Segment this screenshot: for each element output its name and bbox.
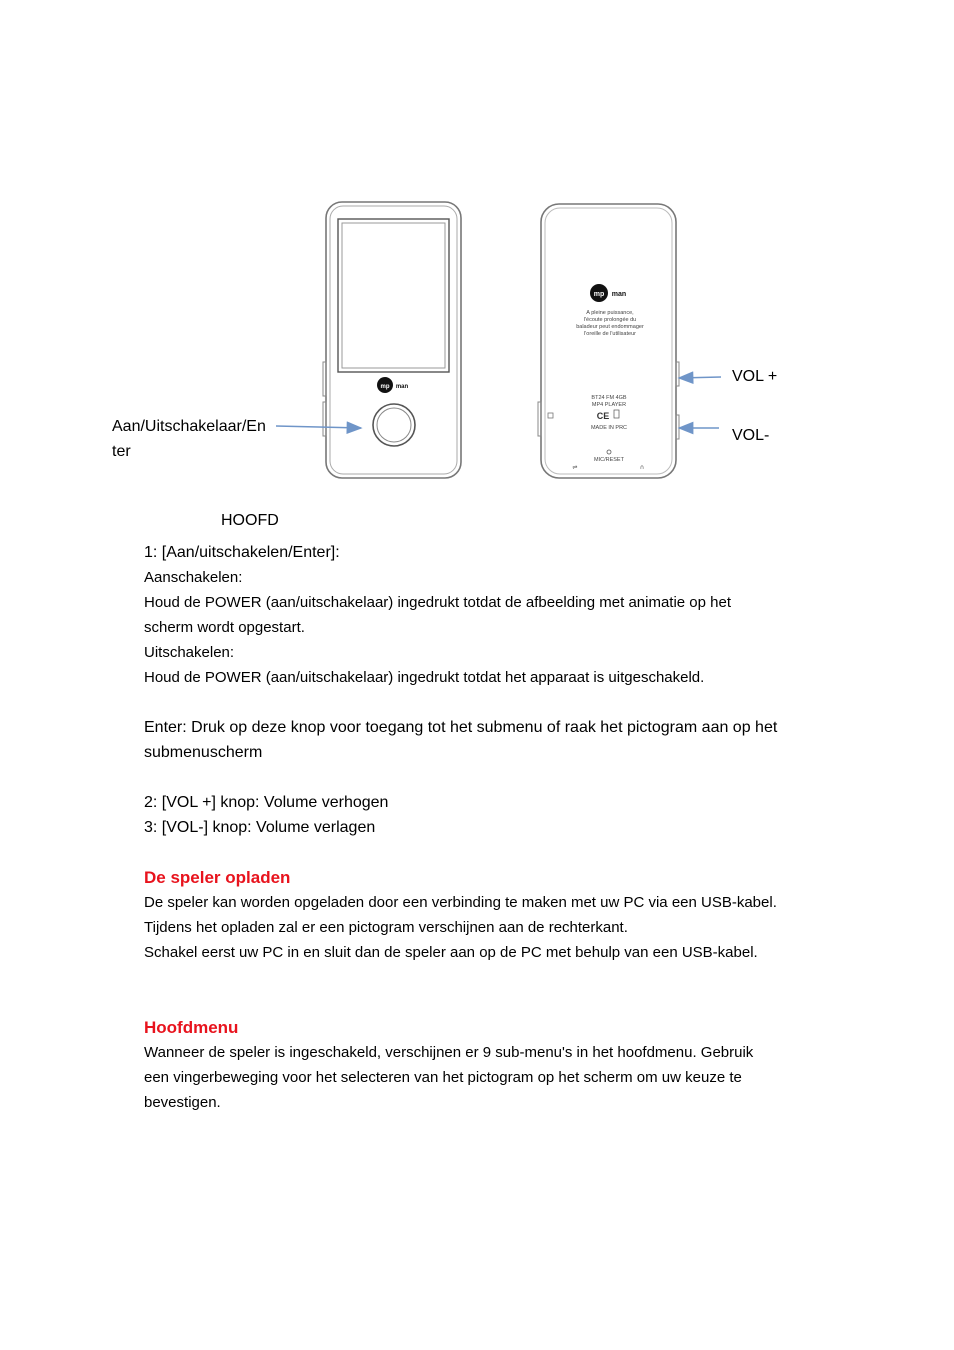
- mainmenu-line-1: Wanneer de speler is ingeschakeld, verschijnen er 9 sub-menu's in het hoofdmenu. Gebruik: [144, 1044, 754, 1061]
- arrow-power: [276, 426, 361, 428]
- charging-heading: De speler opladen: [144, 868, 291, 887]
- power-enter-button[interactable]: [373, 404, 415, 446]
- headphone-icon: ∩: [639, 464, 645, 471]
- charging-line-1: De speler kan worden opgeladen door een verbinding te maken met uw PC via een USB-kabel.: [144, 894, 777, 911]
- vol-up-label: VOL +: [732, 368, 778, 385]
- item3-text: 3: [VOL-] knop: Volume verlagen: [144, 819, 376, 836]
- on-text-1: Houd de POWER (aan/uitschakelaar) ingedrukt totdat de afbeelding met animatie op het: [144, 594, 732, 611]
- back-caption-2: l'écoute prolongée du: [583, 317, 637, 323]
- mainmenu-line-2: een vingerbeweging voor het selecteren van het pictogram op het scherm om uw keuze te: [144, 1069, 742, 1086]
- power-label-line1: Aan/Uitschakelaar/En: [112, 418, 266, 435]
- back-mic: MIC/RESET: [594, 457, 624, 463]
- mainmenu-heading: Hoofdmenu: [144, 1018, 239, 1037]
- front-logo-text: man: [395, 384, 409, 390]
- svg-text:mp: mp: [380, 384, 390, 390]
- enter-text-1: Enter: Druk op deze knop voor toegang tot het submenu of raak het pictogram aan op het: [144, 719, 778, 736]
- mic-hole-icon: [607, 450, 611, 454]
- device-front: [323, 202, 461, 478]
- off-text: Houd de POWER (aan/uitschakelaar) ingedrukt totdat het apparaat is uitgeschakeld.: [144, 669, 705, 686]
- back-caption-4: l'oreille de l'utilisateur: [584, 331, 636, 337]
- back-caption-3: baladeur peut endommager: [576, 324, 644, 330]
- hoofd-label: HOOFD: [221, 512, 279, 529]
- charging-line-3: Schakel eerst uw PC in en sluit dan de speler aan op de PC met behulp van een USB-kabel.: [144, 944, 758, 961]
- arrow-vol-up: [679, 377, 721, 378]
- mainmenu-line-3: bevestigen.: [144, 1094, 221, 1111]
- power-label-line2: ter: [112, 443, 131, 460]
- ce-mark: CE: [596, 411, 610, 421]
- back-logo-text: man: [611, 291, 627, 298]
- charging-line-2: Tijdens het opladen zal er een pictogram verschijnen aan de rechterkant.: [144, 919, 628, 936]
- vol-down-label: VOL-: [732, 427, 770, 444]
- back-model-1: BT24 FM 4GB: [591, 395, 627, 401]
- back-made: MADE IN PRC: [590, 425, 628, 431]
- back-model-2: MP4 PLAYER: [591, 402, 627, 408]
- bin-icon: [614, 410, 619, 418]
- item2-text: 2: [VOL +] knop: Volume verhogen: [144, 794, 389, 811]
- back-caption-1: A pleine puissance,: [586, 310, 634, 316]
- item1-title: 1: [Aan/uitschakelen/Enter]:: [144, 544, 340, 561]
- usb-icon: ⇌: [572, 464, 578, 471]
- off-title: Uitschakelen:: [144, 644, 235, 661]
- on-text-2: scherm wordt opgestart.: [144, 619, 305, 636]
- on-title: Aanschakelen:: [144, 569, 243, 586]
- enter-text-2: submenuscherm: [144, 744, 263, 761]
- device-back: [538, 204, 679, 478]
- svg-text:mp: mp: [593, 291, 605, 298]
